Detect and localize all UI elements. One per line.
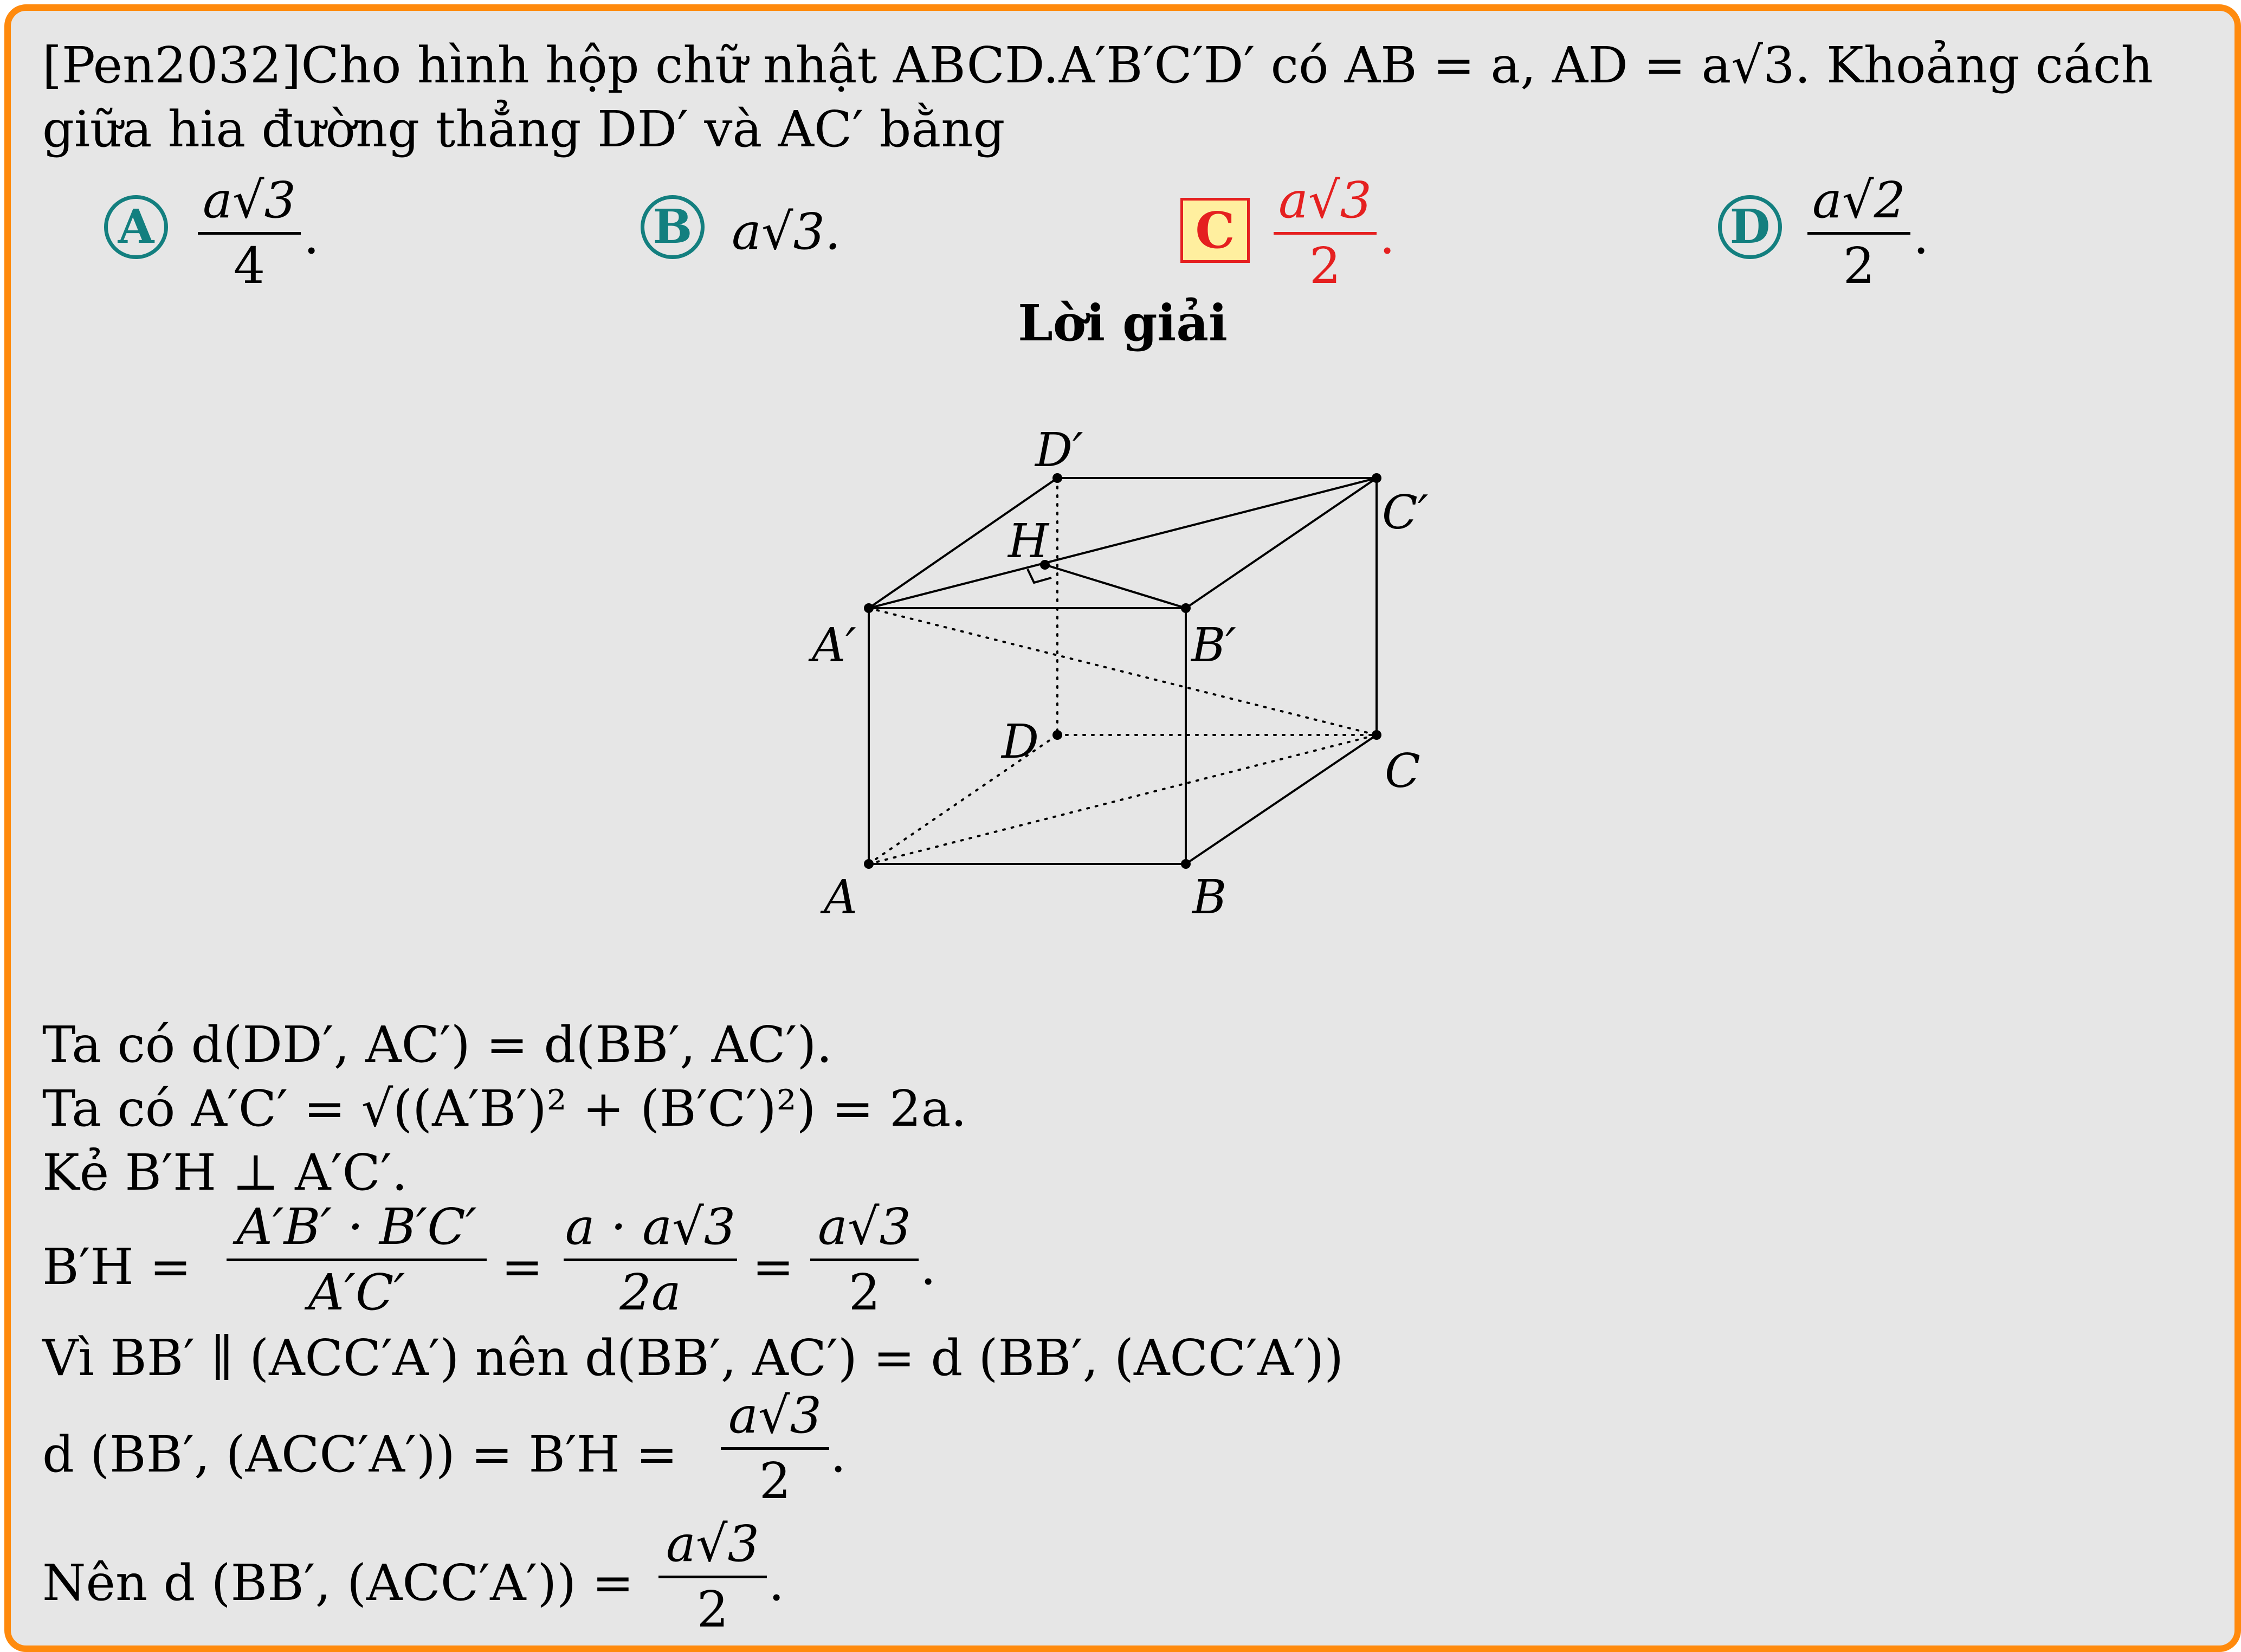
label-d1: D′ bbox=[1035, 423, 1083, 477]
point-b bbox=[1181, 859, 1191, 869]
fraction-bar bbox=[658, 1576, 767, 1578]
label-b1: B′ bbox=[1191, 618, 1236, 673]
option-a-numerator: a√3 bbox=[202, 171, 296, 229]
point-d bbox=[1052, 730, 1062, 740]
fraction-bar bbox=[810, 1259, 919, 1261]
line6-denominator: 2 bbox=[759, 1452, 791, 1510]
option-a-badge[interactable]: A bbox=[104, 195, 168, 259]
problem-card bbox=[4, 4, 2241, 1652]
option-d-denominator: 2 bbox=[1843, 237, 1875, 295]
label-b: B bbox=[1192, 870, 1227, 925]
option-b-value[interactable]: a√3. bbox=[732, 203, 841, 261]
line4-fraction-3 bbox=[810, 1198, 919, 1322]
point-a1 bbox=[864, 603, 874, 613]
line4-fraction-1 bbox=[227, 1198, 487, 1322]
label-a1: A′ bbox=[812, 618, 856, 673]
line6-end: . bbox=[830, 1425, 847, 1483]
line4-f1-denominator: A′C′ bbox=[308, 1263, 405, 1321]
option-a-suffix: . bbox=[303, 207, 320, 265]
option-c-suffix: . bbox=[1379, 207, 1396, 265]
solution-line-2: Ta có A′C′ = √((A′B′)² + (B′C′)²) = 2a. bbox=[42, 1080, 967, 1138]
point-c1 bbox=[1372, 473, 1381, 483]
question-tag: [Pen2032] bbox=[42, 36, 301, 94]
label-c: C bbox=[1385, 744, 1420, 798]
line4-equals-1: = bbox=[501, 1238, 544, 1296]
label-h: H bbox=[1008, 514, 1049, 569]
option-b-badge[interactable]: B bbox=[641, 195, 705, 259]
line6-fraction bbox=[721, 1386, 829, 1511]
label-d: D bbox=[1002, 715, 1039, 769]
point-b1 bbox=[1181, 603, 1191, 613]
line7-end: . bbox=[768, 1554, 785, 1612]
hidden-a-c bbox=[869, 735, 1377, 864]
option-d-numerator: a√2 bbox=[1812, 171, 1906, 229]
line4-f3-denominator: 2 bbox=[848, 1263, 881, 1321]
option-c-badge[interactable]: C bbox=[1180, 198, 1250, 263]
line7-denominator: 2 bbox=[696, 1580, 729, 1638]
hidden-a1-c bbox=[869, 608, 1377, 735]
segment-b1-h bbox=[1045, 565, 1186, 608]
option-d-badge[interactable]: D bbox=[1718, 195, 1782, 259]
point-a bbox=[864, 859, 874, 869]
line4-equals-2: = bbox=[752, 1238, 795, 1296]
line4-f2-denominator: 2a bbox=[619, 1263, 681, 1321]
fraction-bar bbox=[721, 1447, 829, 1450]
solution-line-5: Vì BB′ ∥ (ACC′A′) nên d(BB′, AC′) = d (BB′, (ACC′A′)) bbox=[42, 1329, 1344, 1387]
label-c1: C′ bbox=[1382, 486, 1429, 540]
option-c-numerator: a√3 bbox=[1278, 171, 1372, 229]
point-c bbox=[1372, 730, 1381, 740]
line6-lhs: d (BB′, (ACC′A′)) = B′H = bbox=[42, 1425, 678, 1483]
line7-lhs: Nên d (BB′, (ACC′A′)) = bbox=[42, 1554, 634, 1612]
solution-line-1: Ta có d(DD′, AC′) = d(BB′, AC′). bbox=[42, 1016, 832, 1074]
cuboid-figure bbox=[11, 11, 2234, 1645]
line4-f2-numerator: a · a√3 bbox=[565, 1198, 736, 1256]
fraction-bar bbox=[227, 1259, 487, 1261]
label-a: A bbox=[824, 870, 858, 925]
solution-title: Lời giải bbox=[1018, 294, 1228, 352]
option-c-denominator: 2 bbox=[1309, 237, 1341, 295]
line4-lhs: B′H = bbox=[42, 1238, 192, 1296]
line4-f3-numerator: a√3 bbox=[817, 1198, 911, 1256]
line4-f1-numerator: A′B′ · B′C′ bbox=[236, 1198, 477, 1256]
question-body: Cho hình hộp chữ nhật ABCD.A′B′C′D′ có AB = a, AD = a√3. Khoảng cách giữa hia đường thẳng DD′ và AC′ bằng bbox=[42, 36, 2153, 158]
line6-numerator: a√3 bbox=[728, 1386, 822, 1444]
right-angle-mark bbox=[1028, 569, 1051, 583]
line4-fraction-2 bbox=[564, 1198, 737, 1322]
option-a-denominator: 4 bbox=[233, 237, 266, 295]
fraction-bar bbox=[564, 1259, 737, 1261]
line4-end: . bbox=[920, 1238, 937, 1296]
option-d-suffix: . bbox=[1913, 207, 1929, 265]
line7-numerator: a√3 bbox=[666, 1515, 759, 1573]
edge-b-c bbox=[1186, 735, 1377, 864]
edge-b1-c1 bbox=[1186, 478, 1377, 608]
line7-fraction bbox=[658, 1515, 767, 1639]
solution-line-3: Kẻ B′H ⊥ A′C′. bbox=[42, 1144, 408, 1202]
